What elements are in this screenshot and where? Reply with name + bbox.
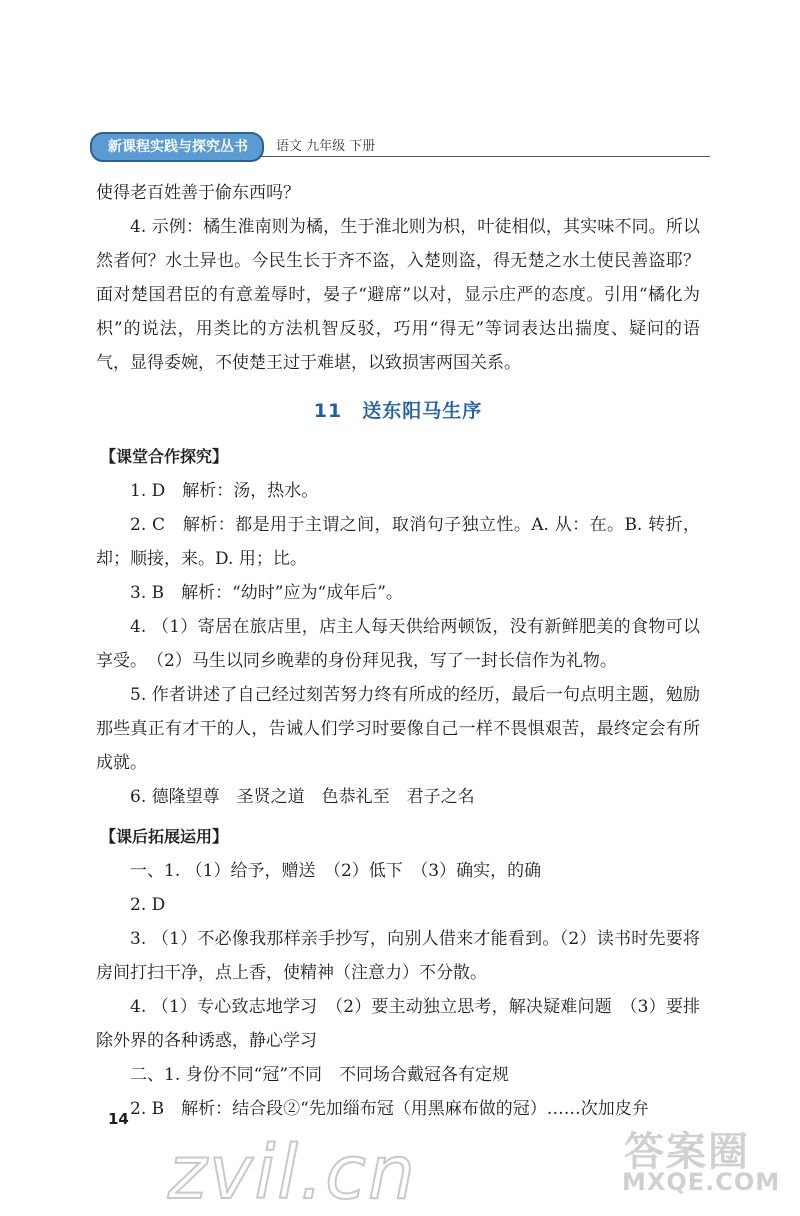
answer-item: 4. （1）专心致志地学习 （2）要主动独立思考，解决疑难问题 （3）要排除外界的各种诱惑，静心学习 <box>96 997 700 1051</box>
page-content <box>96 176 717 1126</box>
paragraph: 使得老百姓善于偷东西吗？ <box>96 183 300 203</box>
paragraph: 4. 示例：橘生淮南则为橘，生于淮北则为枳，叶徒相似，其实味不同。所以然者何？水土异也。今民生长于齐不盗，入楚则盗，得无楚之水土使民善盗耶？ 面对楚国君臣的有意羞辱时，晏子“避席”以对，显示庄严的态度。引用“橘化为枳”的说法，用类比的方法机智反驳，巧用“得无”等词表达出揣度、疑问的语气，显得委婉，不使楚王过于难堪，以致损害两国关系。 <box>96 217 717 373</box>
watermark-right-cn: 答案圈 <box>624 1129 750 1175</box>
running-header <box>90 132 710 162</box>
answer-item: 二、1. 身份不同“冠”不同 不同场合戴冠各有定规 <box>130 1065 510 1085</box>
answer-item: 3. B 解析：“幼时”应为“成年后”。 <box>130 583 403 603</box>
answer-item: 1. D 解析：汤，热水。 <box>130 481 319 501</box>
page-number: 14 <box>108 1110 129 1128</box>
section-title: 【课堂合作探究】 <box>100 447 229 466</box>
answer-item: 2. C 解析：都是用于主谓之间，取消句子独立性。A. 从：在。B. 转折，却；顺接，来。D. 用；比。 <box>96 515 700 569</box>
answer-item: 6. 德隆望尊 圣贤之道 色恭礼至 君子之名 <box>130 787 475 807</box>
header-rule <box>260 156 710 157</box>
answer-item: 2. B 解析：结合段②“先加缁布冠（用黑麻布做的冠）……次加皮弁 <box>130 1099 649 1119</box>
answer-item: 5. 作者讲述了自己经过刻苦努力终有所成的经历，最后一句点明主题，勉励那些真正有才干的人，告诫人们学习时要像自己一样不畏惧艰苦，最终定会有所成就。 <box>96 685 700 773</box>
watermark-right <box>600 1120 790 1200</box>
answer-item: 3. （1）不必像我那样亲手抄写，向别人借来才能看到。（2）读书时先要将房间打扫干净，点上香，使精神（注意力）不分散。 <box>96 929 700 983</box>
watermark-right-en: MXQE.COM <box>622 1168 781 1196</box>
book-subtitle: 语文 九年级 下册 <box>276 139 376 154</box>
answer-item: 2. D <box>130 895 166 915</box>
section-title: 【课后拓展运用】 <box>100 827 229 846</box>
series-badge: 新课程实践与探究丛书 <box>90 132 264 162</box>
answer-item: 4. （1）寄居在旅店里，店主人每天供给两顿饭，没有新鲜肥美的食物可以享受。 （2）马生以同乡晚辈的身份拜见我，写了一封长信作为礼物。 <box>96 617 700 671</box>
lesson-title: 11 送东阳马生序 <box>313 400 483 422</box>
answer-item: 一、1. （1）给予，赠送 （2）低下 （3）确实，的确 <box>130 861 542 881</box>
watermark-left: zvil.cn <box>168 1130 417 1216</box>
